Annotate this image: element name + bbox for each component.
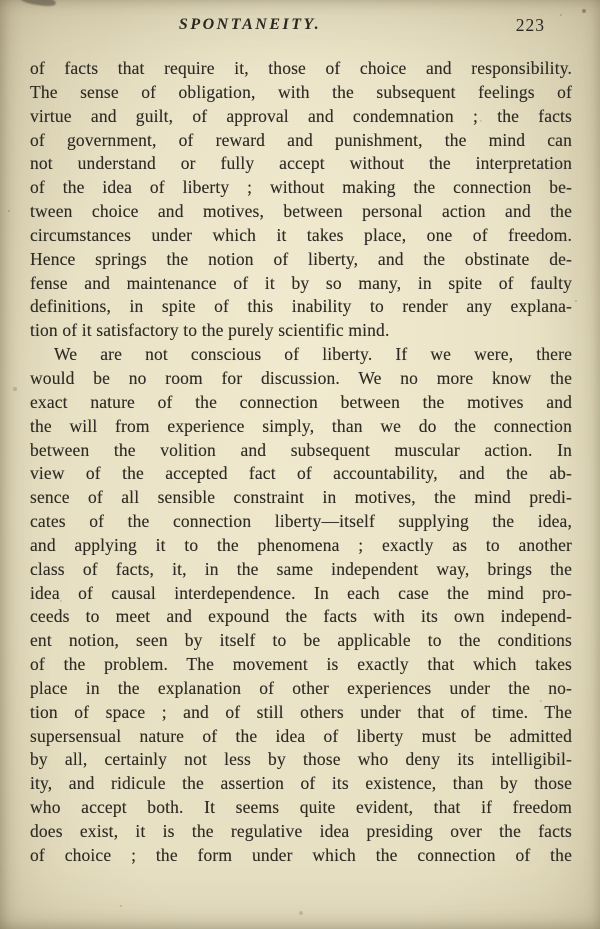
text-line: idea of causal interdependence. In each case the mind pro- [30, 582, 572, 603]
text-line: cates of the connection liberty—itself supplying the idea, [30, 511, 572, 532]
text-line: tion of it satisfactory to the purely scientific mind. [30, 320, 390, 341]
text-line: supersensual nature of the idea of liberty must be admitted [30, 725, 572, 746]
scan-specks [0, 0, 2, 2]
text-line: view of the accepted fact of accountability, and the ab- [30, 463, 572, 484]
text-line: between the volition and subsequent muscular action. In [30, 439, 572, 460]
scan-corner-mark [20, 0, 57, 8]
text-line: The sense of obligation, with the subsequent feelings of [30, 81, 572, 102]
text-line: ent notion, seen by itself to be applicable to the conditions [30, 630, 572, 651]
text-line: of the problem. The movement is exactly that which takes [30, 654, 572, 675]
running-head [30, 16, 570, 40]
text-line: tween choice and motives, between personal action and the [30, 201, 572, 222]
text-line: and applying it to the phenomena ; exactly as to another [30, 534, 572, 555]
text-line: We are not conscious of liberty. If we were, there [54, 344, 572, 365]
text-line: circumstances under which it takes place, one of freedom. [30, 224, 572, 245]
text-line: who accept both. It seems quite evident, that if freedom [30, 797, 572, 818]
text-line: of facts that require it, those of choice and responsibility. [30, 58, 572, 78]
text-line: does exist, it is the regulative idea presiding over the facts [30, 821, 572, 841]
text-line: class of facts, it, in the same independent way, brings the [30, 558, 572, 579]
text-line: the will from experience simply, than we do the connection [30, 415, 572, 436]
text-line: ceeds to meet and expound the facts with its own independ- [30, 606, 572, 627]
text-line: Hence springs the notion of liberty, and the obstinate de- [30, 248, 572, 269]
text-line: by all, certainly not less by those who deny its intelligibil- [30, 749, 572, 770]
text-line: sence of all sensible constraint in motives, the mind predi- [30, 487, 572, 508]
text-line: of the idea of liberty ; without making the connection be- [30, 177, 572, 198]
body-text [30, 57, 572, 868]
text-line: of government, of reward and punishment, the mind can [30, 129, 572, 150]
text-line: virtue and guilt, of approval and condemnation ; the facts [30, 105, 572, 126]
paragraph-2 [30, 343, 572, 868]
running-head-title: SPONTANEITY. [178, 16, 322, 33]
text-line: tion of space ; and of still others under that of time. The [30, 701, 572, 722]
text-line: exact nature of the connection between the motives and [30, 391, 572, 412]
text-line: would be no room for discussion. We no more know the [30, 367, 572, 388]
text-line: not understand or fully accept without the interpretation [30, 153, 572, 174]
text-line: fense and maintenance of it by so many, in spite of faulty [30, 272, 572, 293]
text-line: definitions, in spite of this inability to render any explana- [30, 296, 572, 317]
page-number: 223 [515, 15, 545, 35]
text-line: place in the explanation of other experiences under the no- [30, 677, 572, 698]
text-line: of choice ; the form under which the connection of the [30, 844, 572, 865]
text-line: ity, and ridicule the assertion of its existence, than by those [30, 773, 572, 794]
paragraph-1 [30, 57, 572, 343]
